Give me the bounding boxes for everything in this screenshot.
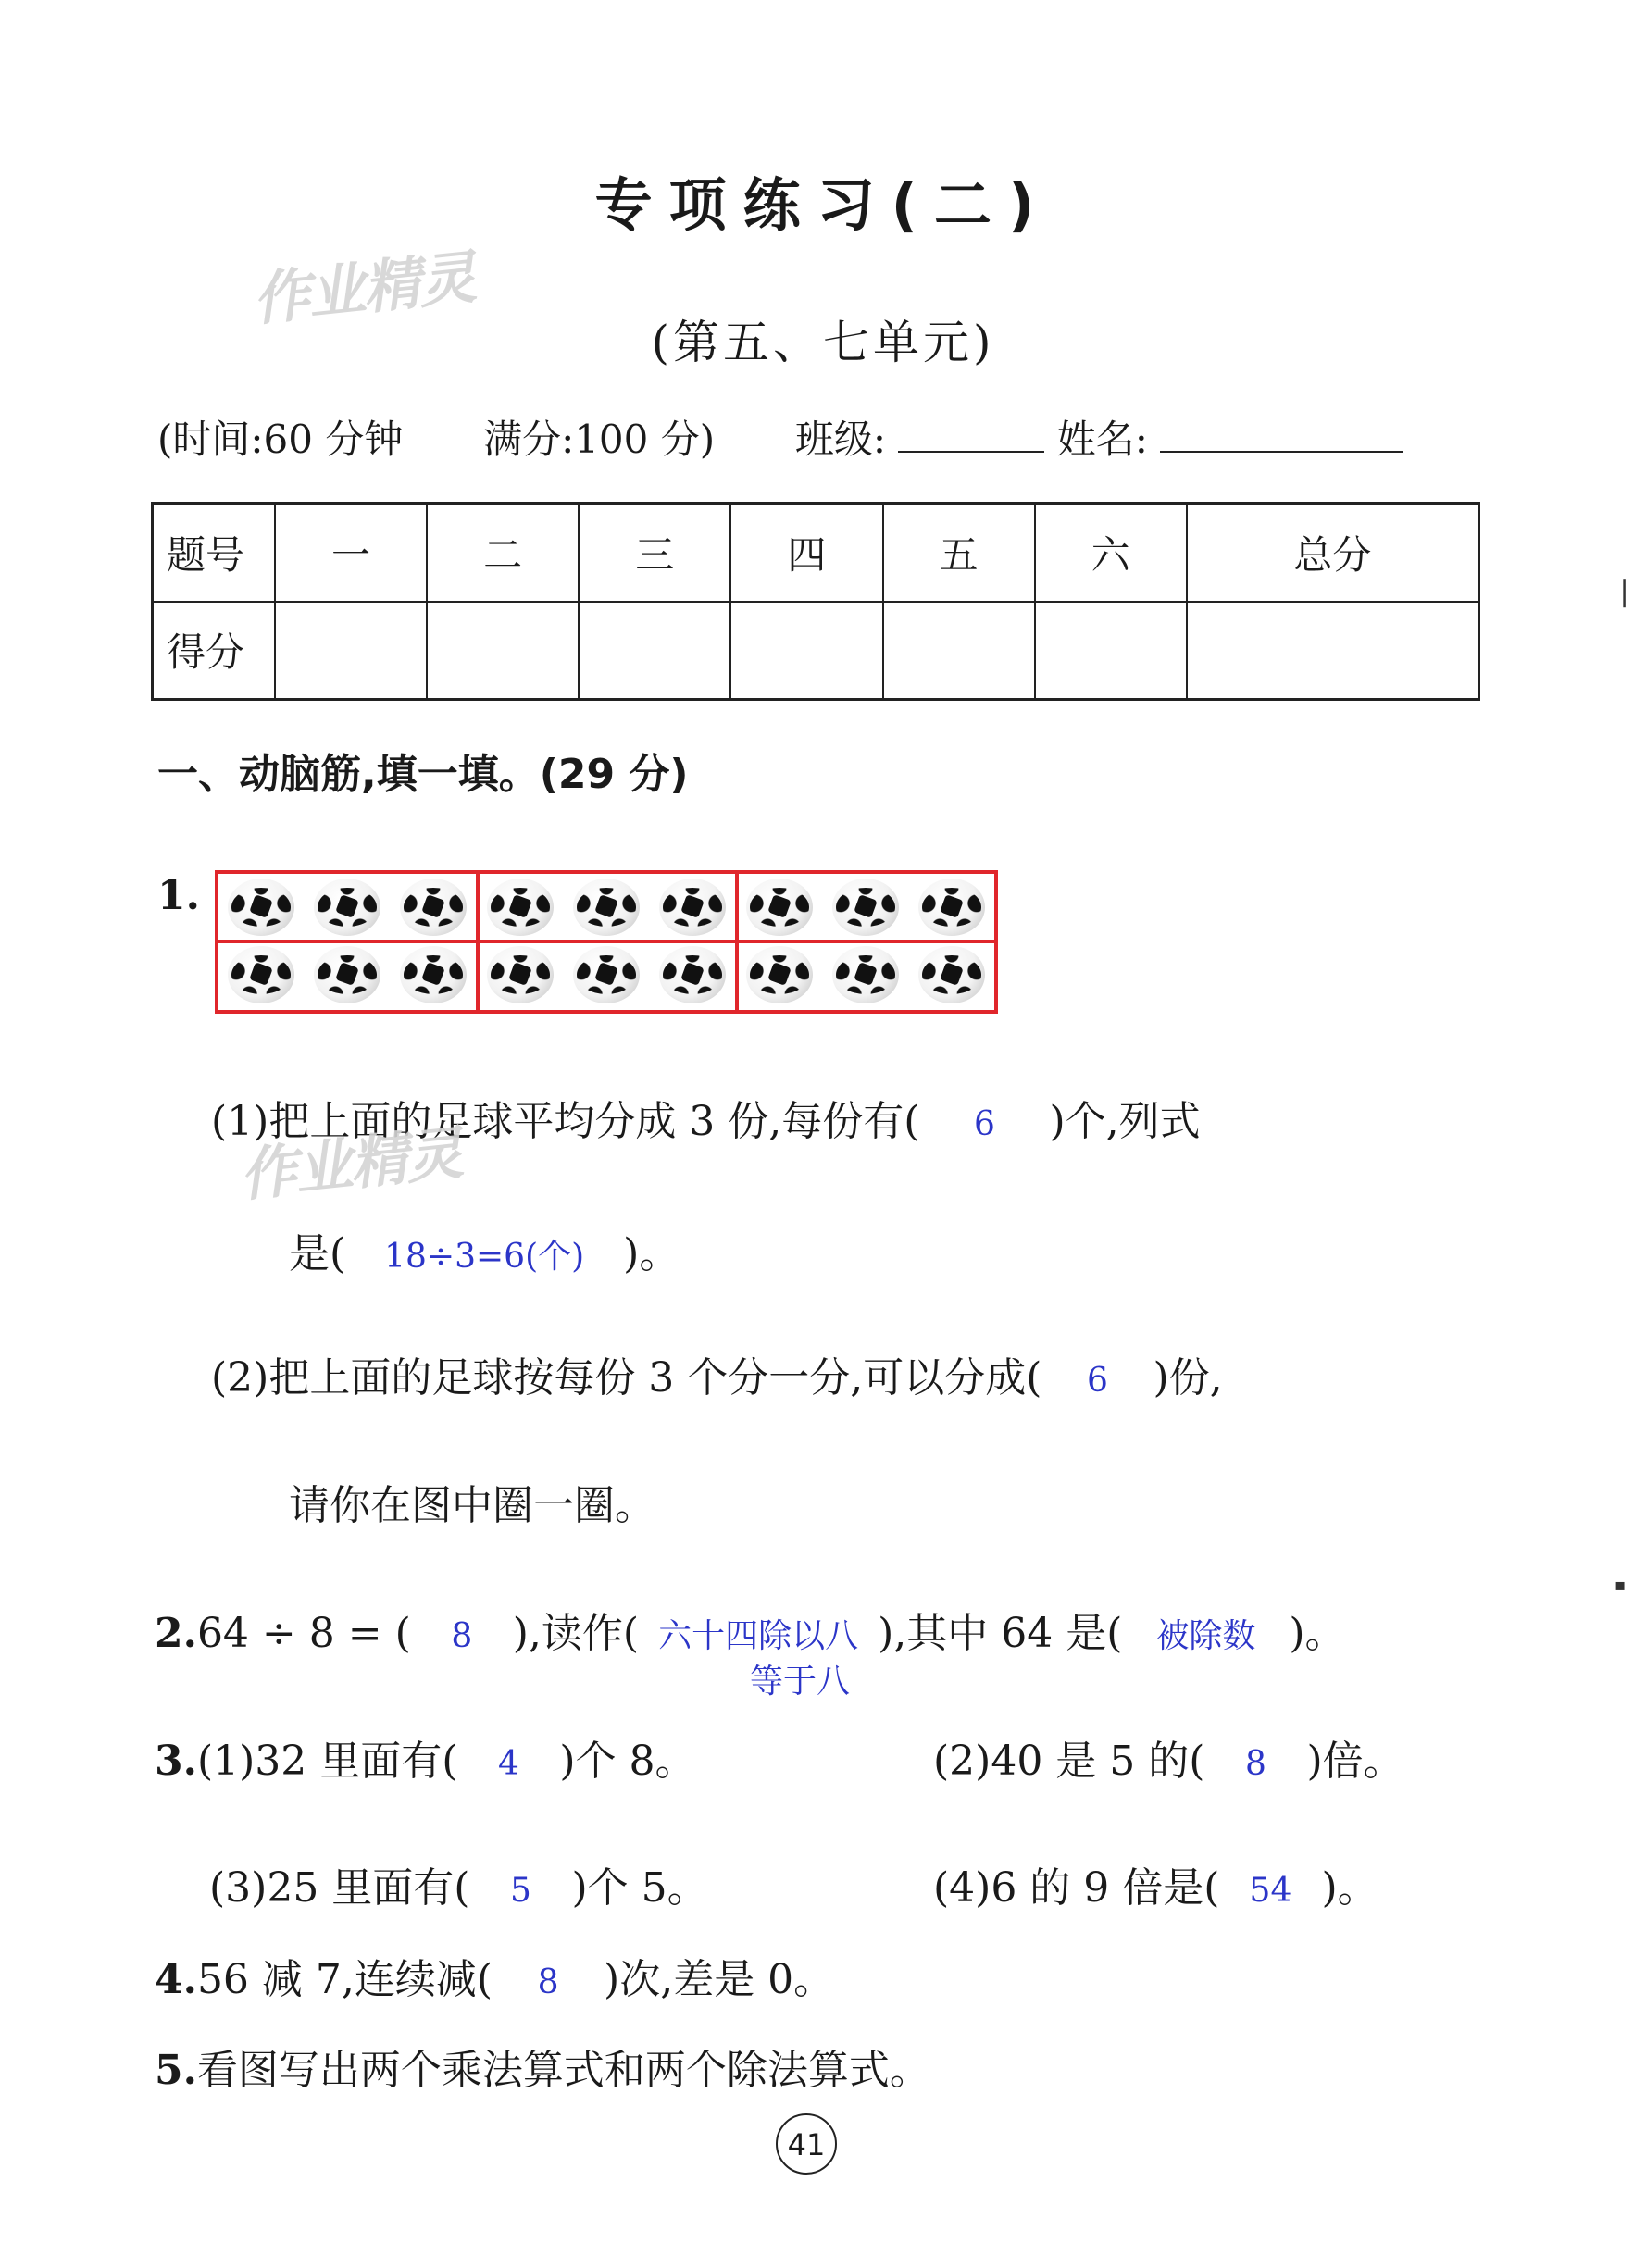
q3d-prefix: (4)6 的 9 倍是( [933,1864,1220,1912]
page-number: 41 [776,2113,837,2175]
soccer-ball-icon [314,879,380,936]
question-number: 4. [155,1956,197,2003]
soccer-ball-icon [228,946,294,1003]
score-cell[interactable] [730,602,882,700]
question-3c [209,1854,708,1913]
watermark: 作业精灵 [249,243,478,334]
q5-text: 看图写出两个乘法算式和两个除法算式。 [196,2047,930,2094]
class-label: 班级: [794,417,886,462]
answer-2-1[interactable]: 8 [451,1617,473,1655]
soccer-ball-icon [918,879,985,936]
answer-1-2[interactable]: 6 [1087,1362,1108,1400]
soccer-ball-icon [832,946,899,1003]
score-cell[interactable] [1187,602,1479,700]
q1-part1-formula [289,1220,680,1279]
answer-3-4[interactable]: 54 [1249,1872,1292,1910]
q4-suffix: )次,差是 0。 [604,1956,835,2003]
soccer-ball-icon [832,879,899,936]
score-cell[interactable] [579,602,730,700]
q2-suffix: )。 [1289,1610,1346,1657]
answer-2-3[interactable]: 被除数 [1155,1617,1256,1655]
name-field[interactable] [1160,417,1403,453]
section-heading: 一、动脑筋,填一填。(29 分) [157,751,689,798]
col-header: 总分 [1187,504,1479,602]
answer-2-2-continued: 等于八 [750,1663,851,1701]
watermark: 作业精灵 [236,1118,465,1210]
col-header: 三 [579,504,730,602]
soccer-ball-icon [314,946,380,1003]
time-info: (时间:60 分钟 [157,417,404,462]
q2-prefix: 64 ÷ 8 = ( [196,1610,411,1657]
question-3d [933,1854,1378,1913]
name-label: 姓名: [1056,417,1148,462]
soccer-ball-icon [400,946,467,1003]
soccer-ball-icon [746,879,813,936]
question-number: 3. [155,1738,197,1785]
table-header-label: 题号 [153,504,276,602]
question-5 [155,2037,930,2096]
formula-suffix: )。 [623,1230,680,1277]
col-header: 一 [275,504,427,602]
q3c-suffix: )个 5。 [571,1864,708,1912]
col-header: 四 [730,504,882,602]
q1-part2-prefix: (2)把上面的足球按每份 3 个分一分,可以分成( [211,1354,1042,1402]
score-cell[interactable] [883,602,1035,700]
question-3b [933,1727,1404,1787]
col-header: 六 [1035,504,1187,602]
soccer-ball-icon [746,946,813,1003]
q2-mid2: ),其中 64 是( [878,1610,1123,1657]
soccer-ball-icon [659,946,726,1003]
soccer-ball-icon [918,946,985,1003]
exam-info [157,409,1403,465]
score-row-label: 得分 [153,602,276,700]
q3d-suffix: )。 [1321,1864,1378,1912]
answer-3-1[interactable]: 4 [497,1745,519,1783]
page-subtitle: (第五、七单元) [651,316,995,369]
q1-instruction: 请你在图中圈一圈。 [289,1482,655,1529]
class-field[interactable] [898,417,1044,453]
score-cell[interactable] [427,602,579,700]
soccer-ball-grid [215,870,998,1014]
col-header: 二 [427,504,579,602]
soccer-ball-icon [573,946,640,1003]
q3a-suffix: )个 8。 [559,1738,696,1785]
scan-mark: ❘ [1613,576,1637,608]
score-info: 满分:100 分) [483,417,716,462]
answer-4[interactable]: 8 [537,1963,559,2001]
soccer-ball-icon [659,879,726,936]
q3b-suffix: )倍。 [1306,1738,1404,1785]
question-number: 5. [155,2047,197,2094]
question-number: 2. [155,1610,197,1657]
question-number: 1. [157,872,200,919]
q4-prefix: 56 减 7,连续减( [196,1956,493,2003]
score-table [151,502,1480,701]
grid-divider [476,874,480,1010]
page-title: 专项练习(二) [594,171,1052,239]
formula-prefix: 是( [289,1230,346,1277]
q3a-prefix: (1)32 里面有( [196,1738,458,1785]
soccer-ball-icon [400,879,467,936]
answer-3-2[interactable]: 8 [1244,1745,1266,1783]
question-4 [155,1946,834,2005]
soccer-ball-icon [487,879,554,936]
q3b-prefix: (2)40 是 5 的( [933,1738,1205,1785]
q3c-prefix: (3)25 里面有( [209,1864,470,1912]
answer-3-3[interactable]: 5 [510,1872,531,1910]
score-table-header-row [153,504,1479,602]
question-2 [155,1600,1346,1659]
scan-mark: ▪ [1615,1576,1627,1595]
soccer-ball-icon [487,946,554,1003]
q2-mid1: ),读作( [512,1610,640,1657]
score-table-score-row [153,602,1479,700]
q1-part2-suffix: )份, [1153,1354,1223,1402]
q1-part1-prefix: (1)把上面的足球平均分成 3 份,每份有( [211,1098,920,1145]
grid-divider [735,874,739,1010]
score-cell[interactable] [1035,602,1187,700]
answer-formula[interactable]: 18÷3=6(个) [384,1238,585,1276]
score-cell[interactable] [275,602,427,700]
grid-divider [218,940,994,943]
question-3a [155,1727,696,1787]
q1-part1-suffix: )个,列式 [1049,1098,1201,1145]
soccer-ball-icon [573,879,640,936]
col-header: 五 [883,504,1035,602]
answer-2-2[interactable]: 六十四除以八 [658,1617,859,1655]
answer-1-1[interactable]: 6 [974,1105,995,1143]
soccer-ball-icon [228,879,294,936]
q1-part2 [211,1344,1223,1403]
